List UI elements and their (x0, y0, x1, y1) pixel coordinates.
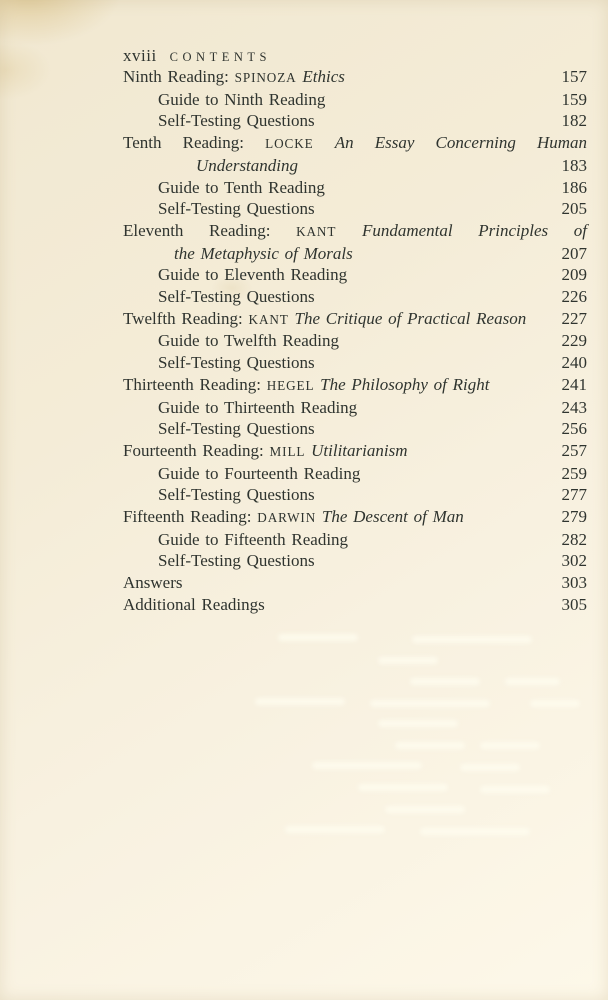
toc-entry-text (123, 397, 357, 419)
entry-label (314, 133, 335, 152)
toc-entry-text (123, 418, 315, 440)
toc-entry-text (123, 463, 360, 485)
folio-page-number: xviii (123, 46, 157, 65)
entry-label: Additional Readings (123, 594, 265, 614)
toc-row (123, 572, 587, 594)
work-title: An Essay Concerning Human (334, 133, 588, 153)
entry-label: Guide to Thirteenth Reading (158, 397, 358, 417)
toc-entry-text (123, 484, 315, 506)
toc-row (123, 418, 587, 440)
entry-label: Twelfth Reading: (123, 308, 249, 328)
toc-row (123, 286, 587, 308)
entry-label: Ninth Reading: (123, 67, 235, 86)
toc-row (123, 220, 587, 243)
toc-row (123, 177, 587, 199)
author-name: HEGEL (266, 377, 315, 393)
toc-page-number: 279 (561, 507, 587, 527)
toc-page-number: 241 (561, 374, 587, 394)
work-title: Fundamental Principles of (361, 220, 587, 240)
entry-label: Thirteenth Reading: (123, 374, 267, 394)
author-name: SPINOZA (234, 70, 297, 85)
toc-entry-text (123, 89, 325, 111)
entry-label: Guide to Fourteenth Reading (158, 463, 361, 483)
toc-page-number: 159 (561, 89, 587, 109)
work-title: The Philosophy of Right (320, 374, 490, 394)
entry-label: Fourteenth Reading: (123, 440, 270, 460)
toc-entry-text (123, 110, 315, 132)
entry-label: Guide to Fifteenth Reading (158, 529, 349, 549)
toc-page-number: 303 (561, 573, 587, 593)
running-head-title: CONTENTS (169, 50, 271, 64)
entry-label: Guide to Tenth Reading (158, 177, 325, 197)
toc-page-number: 259 (561, 463, 587, 483)
entry-label: Self-Testing Questions (158, 111, 315, 131)
toc-entry-text (123, 550, 315, 572)
toc-page-number: 207 (561, 243, 587, 263)
toc-row (123, 506, 587, 529)
author-name: MILL (269, 443, 306, 459)
toc-entry-text (123, 177, 325, 199)
toc-entry-text (123, 440, 407, 463)
toc-entry-text (123, 506, 464, 529)
entry-label: Self-Testing Questions (158, 287, 315, 307)
work-title: The Descent of Man (321, 507, 464, 527)
toc-entry-text (123, 198, 315, 220)
entry-label: Tenth Reading: (123, 133, 266, 153)
entry-label: Eleventh Reading: (123, 220, 297, 240)
toc-row (123, 198, 587, 220)
toc-entry-text (123, 572, 183, 594)
toc-page-number: 257 (561, 440, 587, 460)
work-title: Ethics (302, 67, 345, 86)
toc-row (123, 155, 587, 177)
toc-entry-text (123, 529, 348, 551)
toc-row (123, 110, 587, 132)
toc-entry-text (123, 374, 489, 397)
toc-row (123, 352, 587, 374)
toc-entry-text (123, 308, 526, 331)
toc-row (123, 264, 587, 286)
toc-entry-text (123, 330, 339, 352)
toc-row (123, 484, 587, 506)
toc-page-number: 182 (561, 111, 587, 131)
toc-entry-text (123, 220, 587, 243)
author-name: LOCKE (265, 136, 314, 152)
toc-row (123, 243, 587, 265)
entry-label: Guide to Twelfth Reading (158, 331, 339, 351)
entry-label: Self-Testing Questions (158, 551, 315, 571)
toc-page-number: 282 (561, 529, 587, 549)
toc-entry-text (123, 286, 315, 308)
toc-page-number: 240 (561, 353, 587, 373)
toc-page-number: 229 (561, 331, 587, 351)
toc-page-number: 256 (561, 419, 587, 439)
toc-entry-text (123, 155, 298, 177)
work-title: The Critique of Practical Reason (294, 308, 527, 328)
toc-entry-text (123, 243, 353, 265)
entry-label: Guide to Ninth Reading (158, 89, 326, 109)
toc-row (123, 132, 587, 155)
toc-page-number: 186 (561, 177, 587, 197)
toc-page-number: 209 (561, 265, 587, 285)
entry-label: Answers (123, 573, 183, 593)
toc-page-number: 243 (561, 397, 587, 417)
entry-label: Guide to Eleventh Reading (158, 265, 348, 285)
author-name: KANT (296, 223, 337, 239)
work-title: Understanding (196, 155, 298, 175)
running-head (123, 46, 271, 66)
entry-label: Self-Testing Questions (158, 485, 315, 505)
toc-row (123, 529, 587, 551)
entry-label (336, 221, 362, 240)
toc-entry-text (123, 66, 345, 89)
toc-row (123, 66, 587, 89)
toc-entry-text (123, 132, 587, 155)
toc-row (123, 374, 587, 397)
toc-page-number: 205 (561, 199, 587, 219)
toc-page-number: 183 (561, 155, 587, 175)
author-name: DARWIN (257, 510, 317, 526)
toc-entry-text (123, 594, 265, 616)
toc-row (123, 550, 587, 572)
author-name: KANT (248, 311, 289, 327)
toc-page-number: 277 (561, 485, 587, 505)
toc-row (123, 397, 587, 419)
toc-page-number: 226 (561, 287, 587, 307)
entry-label: Fifteenth Reading: (123, 507, 258, 527)
toc-row (123, 89, 587, 111)
toc-page-number: 305 (561, 594, 587, 614)
toc-row (123, 463, 587, 485)
toc-page-number: 157 (561, 67, 587, 86)
toc-page-number: 302 (561, 551, 587, 571)
toc-list (123, 66, 587, 616)
toc-row (123, 440, 587, 463)
work-title: the Metaphysic of Morals (174, 243, 353, 263)
toc-page-number: 227 (561, 308, 587, 328)
toc-row (123, 594, 587, 616)
entry-label: Self-Testing Questions (158, 199, 315, 219)
toc-row (123, 308, 587, 331)
work-title: Utilitarianism (311, 440, 408, 460)
toc-entry-text (123, 264, 347, 286)
toc-entry-text (123, 352, 315, 374)
entry-label: Self-Testing Questions (158, 353, 315, 373)
entry-label: Self-Testing Questions (158, 419, 315, 439)
toc-row (123, 330, 587, 352)
